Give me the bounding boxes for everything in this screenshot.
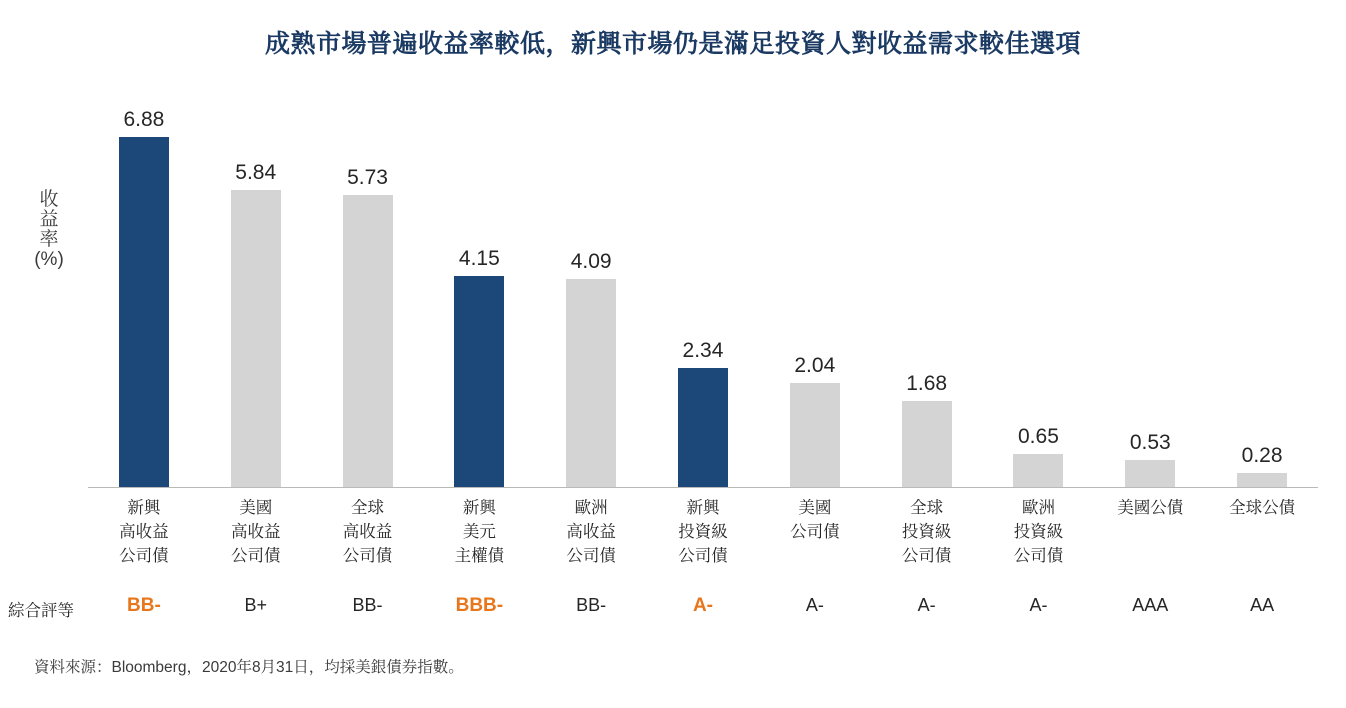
bar bbox=[566, 279, 616, 487]
rating-label: BB- bbox=[352, 595, 383, 615]
bar-value-label: 2.04 bbox=[794, 354, 836, 378]
bar bbox=[678, 368, 728, 487]
rating-label: A- bbox=[917, 595, 936, 615]
bar-column bbox=[983, 100, 1095, 487]
bar-column bbox=[759, 100, 871, 487]
x-axis-tick-label: 新興 高收益 公司債 bbox=[119, 499, 169, 565]
bar bbox=[1013, 454, 1063, 487]
bar-column bbox=[200, 100, 312, 487]
rating-label: BBB- bbox=[455, 595, 504, 616]
y-axis-label: 收益率(%) bbox=[34, 189, 64, 270]
rating-label: AAA bbox=[1132, 595, 1169, 615]
source-note: 資料來源：Bloomberg，2020年8月31日，均採美銀債券指數。 bbox=[34, 659, 464, 676]
bar bbox=[231, 190, 281, 487]
rating-row-label: 綜合評等 bbox=[8, 602, 74, 620]
rating-label: B+ bbox=[244, 595, 267, 615]
bar bbox=[1237, 473, 1287, 487]
bar-value-label: 6.88 bbox=[123, 107, 165, 131]
rating-label: A- bbox=[1029, 595, 1048, 615]
x-axis-tick-label: 美國公債 bbox=[1117, 499, 1184, 517]
bar bbox=[343, 195, 393, 487]
chart-title: 成熟市場普遍收益率較低，新興市場仍是滿足投資人對收益需求較佳選項 bbox=[264, 30, 1081, 58]
bar-value-label: 5.84 bbox=[235, 160, 277, 184]
bar-value-label: 1.68 bbox=[906, 372, 948, 396]
rating-label: A- bbox=[692, 595, 714, 616]
bar-column bbox=[423, 100, 535, 487]
bar-column bbox=[871, 100, 983, 487]
x-axis-tick-label: 新興 投資級 公司債 bbox=[678, 499, 728, 565]
bar-value-label: 2.34 bbox=[682, 338, 724, 362]
x-axis-tick-label: 全球 高收益 公司債 bbox=[342, 499, 393, 565]
bar-value-label: 0.65 bbox=[1018, 424, 1059, 448]
bar bbox=[119, 137, 169, 487]
bar-value-label: 0.53 bbox=[1129, 431, 1171, 455]
rating-label: AA bbox=[1250, 595, 1275, 615]
bar bbox=[902, 401, 952, 487]
x-axis-tick-labels bbox=[88, 497, 1318, 587]
bar-column bbox=[535, 100, 647, 487]
x-axis-tick-label: 歐洲 高收益 公司債 bbox=[566, 499, 616, 565]
bar-column bbox=[312, 100, 424, 487]
plot-area bbox=[88, 100, 1318, 487]
bar-column bbox=[88, 100, 200, 487]
x-axis-tick-label: 新興 美元 主權債 bbox=[454, 499, 505, 565]
x-axis-tick-label: 全球公債 bbox=[1229, 499, 1296, 517]
bar bbox=[1125, 460, 1175, 487]
bar-column bbox=[647, 100, 759, 487]
x-axis-tick-label: 全球 投資級 公司債 bbox=[901, 499, 952, 565]
bar-value-label: 5.73 bbox=[347, 166, 388, 190]
bar-column bbox=[1094, 100, 1206, 487]
bar bbox=[790, 383, 840, 487]
rating-label: BB- bbox=[127, 595, 161, 616]
rating-label: A- bbox=[805, 595, 824, 615]
x-axis-line bbox=[88, 487, 1318, 488]
rating-label: BB- bbox=[576, 595, 607, 615]
rating-values bbox=[88, 595, 1318, 625]
bar-value-label: 0.28 bbox=[1241, 443, 1283, 467]
bar-column bbox=[1206, 100, 1318, 487]
bar-value-label: 4.15 bbox=[458, 246, 500, 270]
bar bbox=[454, 276, 504, 487]
x-axis-tick-label: 歐洲 投資級 公司債 bbox=[1013, 499, 1064, 565]
x-axis-tick-label: 美國 公司債 bbox=[790, 499, 840, 541]
x-axis-tick-label: 美國 高收益 公司債 bbox=[230, 499, 281, 565]
bar-value-label: 4.09 bbox=[570, 249, 612, 273]
